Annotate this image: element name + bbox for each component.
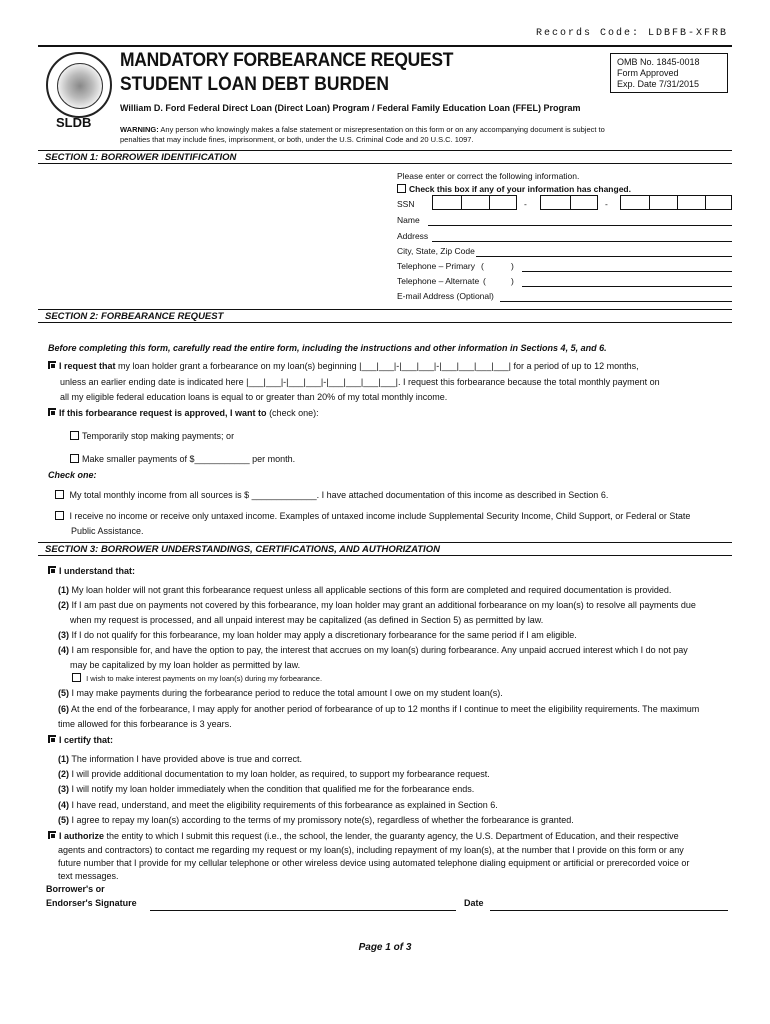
date-field[interactable] — [490, 909, 728, 911]
ssn-field-part1[interactable] — [432, 195, 517, 210]
ssn-dash: - — [605, 199, 608, 209]
paren-close: ) — [511, 261, 514, 271]
name-field[interactable] — [428, 224, 732, 226]
authorize-line4: text messages. — [58, 871, 119, 881]
ssn-dash: - — [524, 199, 527, 209]
smaller-payments-checkbox[interactable] — [70, 454, 79, 463]
item-text: At the end of the forbearance, I may apply for another period of forbearance of up to 12 months if I continue to meet the eligibility requirements. The maximum — [71, 704, 700, 714]
understand-heading — [48, 565, 135, 577]
understand-item-cont: may be capitalized by my loan holder as permitted by law. — [70, 660, 301, 670]
certify-item — [58, 753, 302, 765]
understand-item-cont: time allowed for this forbearance is 3 years. — [58, 719, 232, 729]
page-subtitle: STUDENT LOAN DEBT BURDEN — [120, 74, 389, 95]
paren-open: ( — [483, 276, 486, 286]
form-code: SLDB — [56, 115, 92, 130]
certify-item — [58, 814, 574, 826]
paren-open: ( — [481, 261, 484, 271]
item-text: I am responsible for, and have the option to pay, the interest that accrues on my loan(s) during forbearance. Any unpaid accrued interest which I do not pay — [71, 645, 688, 655]
page-title: MANDATORY FORBEARANCE REQUEST — [120, 50, 454, 71]
request-line2: unless an earlier ending date is indicated here |___|___|-|___|___|-|___|___|___|___|. I request this forbearance because the total monthly payment on — [60, 377, 660, 387]
omb-expiration: Exp. Date 7/31/2015 — [617, 79, 700, 89]
ssn-field-part3[interactable] — [620, 195, 732, 210]
item-text: I will provide additional documentation to my loan holder, as required, to support my forbearance request. — [71, 769, 490, 779]
address-label: Address — [397, 231, 429, 241]
omb-approved: Form Approved — [617, 68, 679, 78]
option-smaller-payments — [70, 453, 295, 465]
signature-label-line1: Borrower's or — [46, 884, 105, 894]
signature-label-line2: Endorser's Signature — [46, 898, 137, 908]
certify-label: I certify that: — [59, 735, 114, 745]
info-changed-label: Check this box if any of your information has changed. — [409, 184, 631, 194]
page-number: Page 1 of 3 — [358, 942, 412, 953]
certify-item — [58, 768, 490, 780]
understand-item-cont: when my request is processed, and all unpaid interest may be capitalized (as defined in Section 5) as permitted by law. — [70, 615, 544, 625]
request-text1: my loan holder grant a forbearance on my loan(s) beginning |___|___|-|___|___|-|___|___|___|___| for a period of up to 12 months, — [118, 361, 639, 371]
phone-alternate-label: Telephone – Alternate — [397, 276, 480, 286]
omb-box — [610, 53, 728, 93]
item-text: My loan holder will not grant this forbearance request unless all applicable sections of this form are completed and required documentation is provided. — [71, 585, 672, 595]
department-seal-icon — [46, 52, 112, 118]
item-number: (5) — [58, 688, 69, 698]
item-number: (4) — [58, 800, 69, 810]
item-text: I agree to repay my loan(s) according to the terms of my promissory note(s), regardless of whether the forbearance is granted. — [71, 815, 574, 825]
section1-intro: Please enter or correct the following information. — [397, 171, 580, 181]
approved-bold: If this forbearance request is approved, I want to — [59, 408, 267, 418]
no-income-checkbox[interactable] — [55, 511, 64, 520]
stop-payments-label: Temporarily stop making payments; or — [82, 431, 235, 441]
item-text: I may make payments during the forbearance period to reduce the total amount I owe on my student loan(s). — [71, 688, 503, 698]
smaller-payments-label: Make smaller payments of $___________ per month. — [82, 454, 296, 464]
authorize-line1 — [48, 830, 679, 842]
item-number: (2) — [58, 769, 69, 779]
item-number: (6) — [58, 704, 69, 714]
address-field[interactable] — [432, 240, 732, 242]
bullet-icon — [48, 361, 56, 369]
income-documented-checkbox[interactable] — [55, 490, 64, 499]
bullet-icon — [48, 735, 56, 743]
bullet-icon — [48, 408, 56, 416]
records-code: Records Code: LDBFB-XFRB — [535, 28, 728, 39]
phone-primary-field[interactable] — [522, 270, 732, 272]
income-option1 — [55, 489, 608, 501]
understand-item — [58, 584, 671, 596]
section2-before: Before completing this form, carefully read the entire form, including the instructions and other information in Sections 4, 5, and 6. — [48, 343, 607, 353]
item-number: (5) — [58, 815, 69, 825]
approved-line — [48, 407, 319, 419]
bullet-icon — [48, 831, 56, 839]
understand-item — [58, 703, 699, 715]
item-number: (2) — [58, 600, 69, 610]
item-text: If I am past due on payments not covered by this forbearance, my loan holder may grant an additional forbearance on my loan(s) to resolve all payments due — [71, 600, 696, 610]
signature-field[interactable] — [150, 909, 456, 911]
info-changed-row — [397, 184, 631, 194]
no-income-label: I receive no income or receive only untaxed income. Examples of untaxed income include Supplemental Security Income, Child Support, or Federal or State — [69, 511, 691, 521]
understand-item — [58, 687, 503, 699]
item-text: The information I have provided above is true and correct. — [71, 754, 302, 764]
item-text: If I do not qualify for this forbearance, my loan holder may apply a discretionary forbearance for the same period if I am eligible. — [71, 630, 577, 640]
income-option2-cont: Public Assistance. — [71, 526, 144, 536]
section1-heading: SECTION 1: BORROWER IDENTIFICATION — [38, 150, 732, 164]
certify-item — [58, 799, 498, 811]
check-one-label: Check one: — [48, 470, 97, 480]
understand-label: I understand that: — [59, 566, 135, 576]
email-field[interactable] — [500, 300, 732, 302]
interest-payment-checkbox[interactable] — [72, 673, 81, 682]
ssn-label: SSN — [397, 199, 415, 209]
warning-body: Any person who knowingly makes a false statement or misrepresentation on this form or on any accompanying document is subject to penalties that may include fines, imprisonment, or both, under the U.S. Criminal Code and 20 U.S.C. 1097. — [120, 125, 605, 144]
authorize-bold: I authorize — [59, 831, 105, 841]
item-number: (3) — [58, 784, 69, 794]
paren-close: ) — [511, 276, 514, 286]
item-number: (1) — [58, 754, 69, 764]
interest-payment-label: I wish to make interest payments on my loan(s) during my forbearance. — [86, 674, 323, 683]
request-line1 — [48, 360, 639, 372]
top-rule — [38, 45, 732, 47]
approved-text: (check one): — [269, 408, 319, 418]
understand-item — [58, 644, 688, 656]
item-text: I will notify my loan holder immediately when the condition that qualified me for the forbearance ends. — [71, 784, 475, 794]
omb-number: OMB No. 1845-0018 — [617, 57, 700, 67]
phone-alternate-field[interactable] — [522, 285, 732, 287]
authorize-line3: future number that I provide for my cellular telephone or other wireless device using automated telephone dialing equipment or artificial or prerecorded voice or — [58, 858, 690, 868]
program-line: William D. Ford Federal Direct Loan (Direct Loan) Program / Federal Family Education Loan (FFEL) Program — [120, 103, 581, 113]
certify-item — [58, 783, 474, 795]
phone-primary-label: Telephone – Primary — [397, 261, 475, 271]
date-label: Date — [464, 898, 484, 908]
ssn-field-part2[interactable] — [540, 195, 598, 210]
understand-item — [58, 629, 577, 641]
understand-item — [58, 599, 696, 611]
request-line3: all my eligible federal education loans is equal to or greater than 20% of my total monthly income. — [60, 392, 448, 402]
warning-label: WARNING: — [120, 125, 159, 134]
item-number: (1) — [58, 585, 69, 595]
authorize-line2: agents and contractors) to contact me regarding my request or my loan(s), including repayment of my loan(s), at the number that I provide on this form or any — [58, 845, 684, 855]
email-label: E-mail Address (Optional) — [397, 291, 494, 301]
certify-heading — [48, 734, 113, 746]
interest-payment-option — [72, 673, 322, 683]
item-text: I have read, understand, and meet the eligibility requirements of this forbearance as explained in Section 6. — [71, 800, 498, 810]
warning-text — [120, 125, 610, 145]
section2-heading: SECTION 2: FORBEARANCE REQUEST — [38, 309, 732, 323]
option-stop-payments — [70, 430, 234, 442]
city-state-zip-field[interactable] — [476, 255, 732, 257]
item-number: (3) — [58, 630, 69, 640]
request-bold: I request that — [59, 361, 116, 371]
income-option2 — [55, 510, 690, 522]
authorize-text: the entity to which I submit this request (i.e., the school, the lender, the guaranty agency, the U.S. Department of Education, and their respective — [106, 831, 679, 841]
item-number: (4) — [58, 645, 69, 655]
info-changed-checkbox[interactable] — [397, 184, 406, 193]
name-label: Name — [397, 215, 420, 225]
city-state-zip-label: City, State, Zip Code — [397, 246, 475, 256]
stop-payments-checkbox[interactable] — [70, 431, 79, 440]
section3-heading: SECTION 3: BORROWER UNDERSTANDINGS, CERTIFICATIONS, AND AUTHORIZATION — [38, 542, 732, 556]
bullet-icon — [48, 566, 56, 574]
income-documented-label: My total monthly income from all sources is $ _____________. I have attached documentation of this income as described in Section 6. — [69, 490, 609, 500]
